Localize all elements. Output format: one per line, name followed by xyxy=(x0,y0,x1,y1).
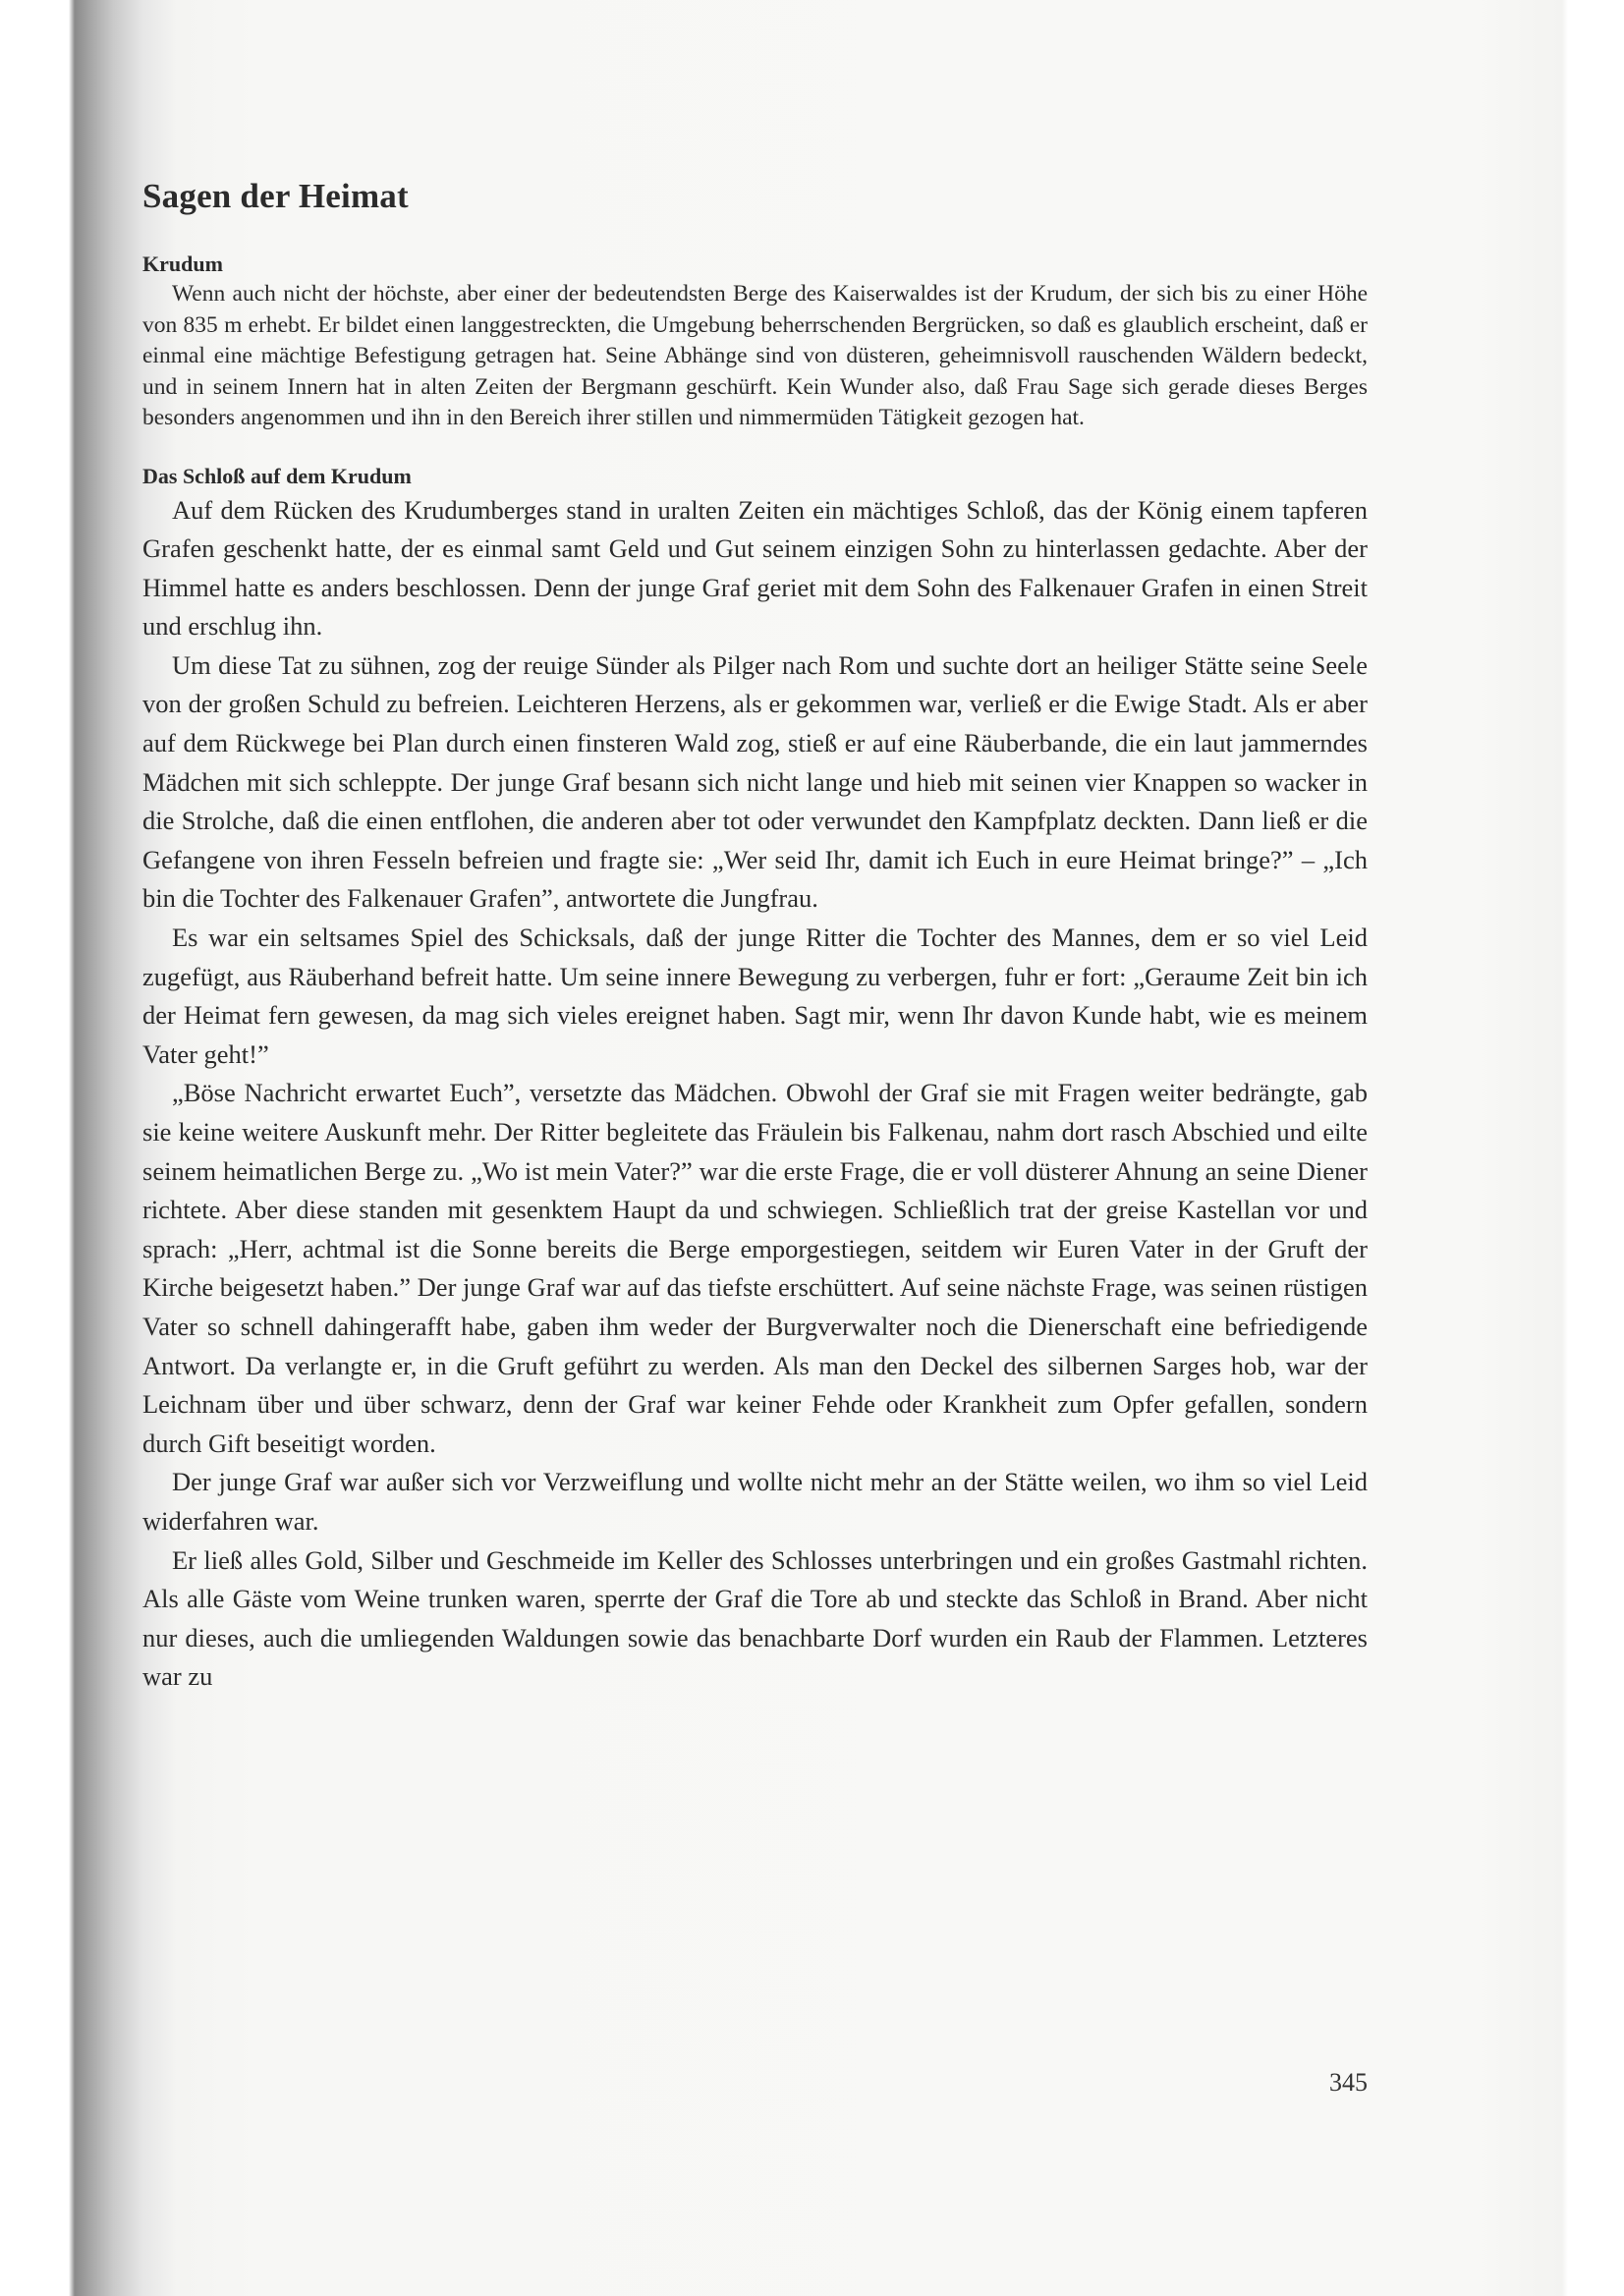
paragraph: Er ließ alles Gold, Silber und Geschmeide im Keller des Schlosses unterbringen und ein großes Gastmahl richten. Als alle Gäste vom Weine trunken waren, sperrte der Graf die Tore ab und steckte das Schloß in Brand. Aber nicht nur dieses, auch die umliegenden Waldungen sowie das benachbarte Dorf wurden ein Raub der Flammen. Letzteres war zu xyxy=(142,1544,1368,1692)
paragraph: Wenn auch nicht der höchste, aber einer der bedeutendsten Berge des Kaiserwaldes ist der Krudum, der sich bis zu einer Höhe von 835 m erhebt. Er bildet einen langgestreckten, die Umgebung beherrschenden Bergrücken, so daß es glaublich erscheint, daß er einmal eine mächtige Befestigung getragen hat. Seine Abhänge sind von düsteren, geheimnisvoll rauschenden Wäldern bedeckt, und in seinem Innern hat in alten Zeiten der Bergmann geschürft. Kein Wunder also, daß Frau Sage sich gerade dieses Berges besonders angenommen und ihn in den Bereich ihrer stillen und nimmermüden Tätigkeit gezogen hat. xyxy=(142,281,1368,430)
page-content xyxy=(142,177,1368,1697)
paragraph: Um diese Tat zu sühnen, zog der reuige Sünder als Pilger nach Rom und suchte dort an heiliger Stätte seine Seele von der großen Schuld zu befreien. Leichteren Herzens, als er gekommen war, verließ er die Ewige Stadt. Als er aber auf dem Rückwege bei Plan durch einen finsteren Wald zog, stieß er auf eine Räuberbande, die ein laut jammerndes Mädchen mit sich schleppte. Der junge Graf besann sich nicht lange und hieb mit seinen vier Knappen so wacker in die Strolche, daß die einen entflohen, die anderen aber tot oder verwundet den Kampfplatz deckten. Dann ließ er die Gefangene von ihren Fesseln befreien und fragte sie: „Wer seid Ihr, damit ich Euch in eure Heimat bringe?” – „Ich bin die Tochter des Falkenauer Grafen”, antwortete die Jungfrau. xyxy=(142,649,1368,914)
page-title: Sagen der Heimat xyxy=(142,177,409,215)
paragraph: Auf dem Rücken des Krudumberges stand in uralten Zeiten ein mächtiges Schloß, das der König einem tapferen Grafen geschenkt hatte, der es einmal samt Geld und Gut seinem einzigen Sohn zu hinterlassen gedachte. Aber der Himmel hatte es anders beschlossen. Denn der junge Graf geriet mit dem Sohn des Falkenauer Grafen in einen Streit und erschlug ihn. xyxy=(142,494,1368,642)
paragraph: „Böse Nachricht erwartet Euch”, versetzte das Mädchen. Obwohl der Graf sie mit Fragen weiter bedrängte, gab sie keine weitere Auskunft mehr. Der Ritter begleitete das Fräulein bis Falkenau, nahm dort rasch Abschied und eilte seinem heimatlichen Berge zu. „Wo ist mein Vater?” war die erste Frage, die er voll düsterer Ahnung an seine Diener richtete. Aber diese standen mit gesenktem Haupt da und schwiegen. Schließlich trat der greise Kastellan vor und sprach: „Herr, achtmal ist die Sonne bereits die Berge emporgestiegen, seitdem wir Euren Vater in der Gruft der Kirche beigesetzt haben.” Der junge Graf war auf das tiefste erschüttert. Auf seine nächste Frage, was seinen rüstigen Vater so schnell dahingerafft habe, gaben ihm weder der Burgverwalter noch die Dienerschaft eine befriedigende Antwort. Da verlangte er, in die Gruft geführt zu werden. Als man den Deckel des silbernen Sarges hob, war der Leichnam über und über schwarz, denn der Graf war keiner Fehde oder Krankheit zum Opfer gefallen, sondern durch Gift beseitigt worden. xyxy=(142,1078,1368,1458)
section-krudum xyxy=(142,252,1368,434)
section-heading: Krudum xyxy=(142,252,223,276)
paragraph: Es war ein seltsames Spiel des Schicksals, daß der junge Ritter die Tochter des Mannes, dem er so viel Leid zugefügt, aus Räuberhand befreit hatte. Um seine innere Bewegung zu verbergen, fuhr er fort: „Geraume Zeit bin ich der Heimat fern gewesen, da mag sich vieles ereignet haben. Sagt mir, wenn Ihr davon Kunde habt, wie es meinem Vater geht!” xyxy=(142,923,1368,1069)
section-schloss xyxy=(142,464,1368,1697)
page-number: 345 xyxy=(1329,2068,1368,2097)
paragraph: Der junge Graf war außer sich vor Verzweiflung und wollte nicht mehr an der Stätte weilen, wo ihm so viel Leid widerfahren war. xyxy=(142,1467,1368,1536)
section-heading: Das Schloß auf dem Krudum xyxy=(142,463,412,488)
